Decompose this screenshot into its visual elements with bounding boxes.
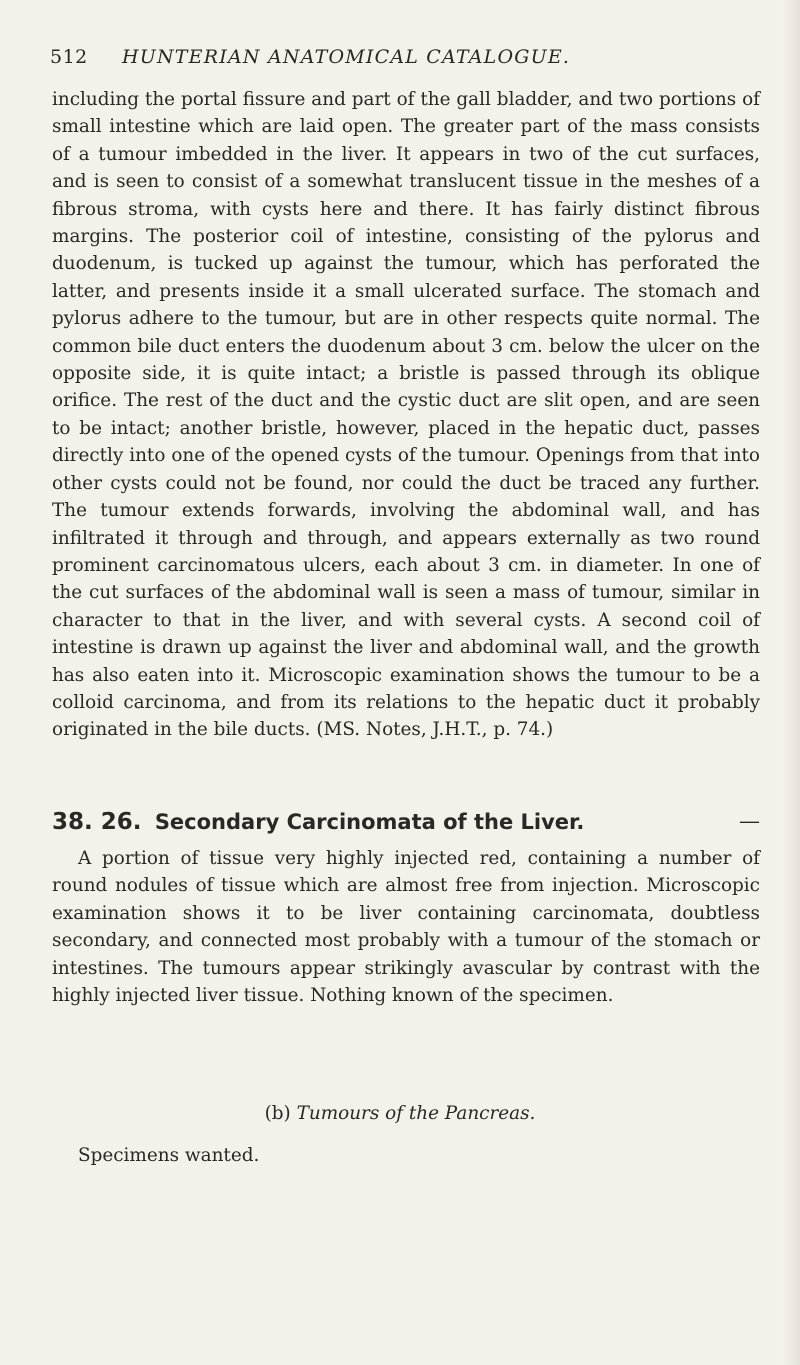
- entry-dash: —: [739, 809, 760, 833]
- page-edge-shadow: [782, 0, 800, 1365]
- entry-heading: [52, 809, 760, 835]
- continued-paragraph: including the portal fissure and part of the gall bladder, and two portions of small intestine which are laid open. The greater part of the mass consists of a tumour imbedded in the liver. It appears in two of the cut surfaces, and is seen to consist of a somewhat translucent tissue in the meshes of a fibrous stroma, with cysts here and there. It has fairly distinct fibrous margins. The posterior coil of intestine, consisting of the pylorus and duodenum, is tucked up against the tumour, which has perforated the latter, and presents inside it a small ulcerated surface. The stomach and pylorus adhere to the tumour, but are in other respects quite normal. The common bile duct enters the duodenum about 3 cm. below the ulcer on the opposite side, it is quite intact; a bristle is passed through its oblique orifice. The rest of the duct and the cystic duct are slit open, and are seen to be intact; another bristle, however, placed in the hepatic duct, passes directly into one of the opened cysts of the tumour. Openings from that into other cysts could not be found, nor could the duct be traced any further. The tumour extends forwards, involving the abdominal wall, and has infiltrated it through and through, and appears externally as two round prominent carcinomatous ulcers, each about 3 cm. in diameter. In one of the cut surfaces of the abdominal wall is seen a mass of tumour, similar in character to that in the liver, and with several cysts. A second coil of intestine is drawn up against the liver and abdominal wall, and the growth has also eaten into it. Microscopic examination shows the tumour to be a colloid carcinoma, and from its relations to the hepatic duct it probably originated in the bile ducts. (MS. Notes, J.H.T., p. 74.): [52, 89, 760, 741]
- subsection-heading: [0, 1103, 800, 1124]
- subsection-label: (b): [264, 1103, 291, 1124]
- running-head: [50, 46, 760, 68]
- subsection-title: Tumours of the Pancreas.: [296, 1103, 536, 1124]
- entry-description: A portion of tissue very highly injected red, containing a number of round nodules of tissue which are almost free from injection. Microscopic examination shows it to be liver containing carcinomata, doubtless secondary, and connected most probably with a tumour of the stomach or intestines. The tumours appear strikingly avascular by contrast with the highly injected liver tissue. Nothing known of the specimen.: [52, 848, 760, 1007]
- page-number: 512: [50, 46, 88, 68]
- specimens-note: Specimens wanted.: [78, 1145, 260, 1166]
- entry-number: 38. 26.: [52, 809, 142, 835]
- running-title: HUNTERIAN ANATOMICAL CATALOGUE.: [122, 46, 571, 68]
- entry-title: Secondary Carcinomata of the Liver.: [154, 810, 585, 834]
